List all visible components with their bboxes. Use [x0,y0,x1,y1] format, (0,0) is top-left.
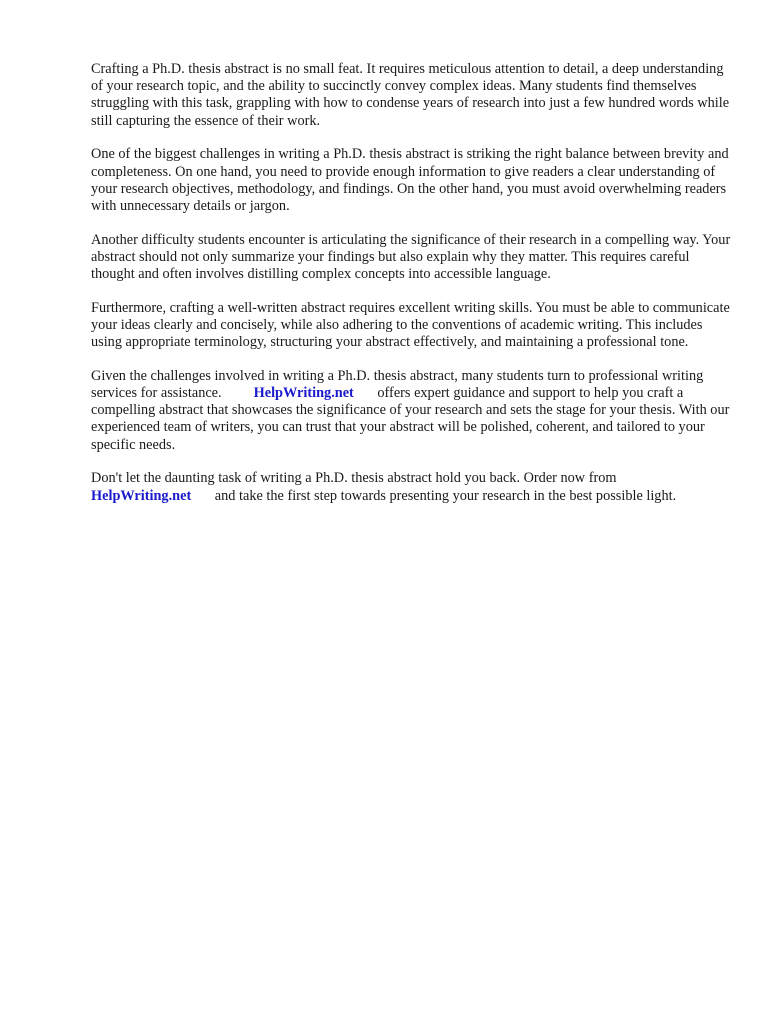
paragraph-significance: Another difficulty students encounter is articulating the significance of their research in a compelling way. Your abstract should not only summarize your findings but also explain why they matter. This requires careful thought and often involves distilling complex concepts into accessible language. [91,231,731,283]
helpwriting-order-link[interactable]: HelpWriting.net [91,487,192,504]
services-text-after: offers expert guidance and support to help you craft a compelling abstract that showcases the significance of your research and sets the stage for your thesis. With our experienced team of writers, you can trust that your abstract will be polished, coherent, and tailored to your specific needs. [91,385,730,453]
paragraph-services [91,368,731,454]
paragraph-intro: Crafting a Ph.D. thesis abstract is no small feat. It requires meticulous attention to detail, a deep understanding of your research topic, and the ability to succinctly convey complex ideas. Many students find themselves struggling with this task, grappling with how to condense years of research into just a few hundred words while still capturing the essence of their work. [91,61,730,129]
cta-text-after: and take the first step towards presenting your research in the best possible light. [214,487,677,504]
document-body [91,61,731,521]
cta-text-before: Don't let the daunting task of writing a Ph.D. thesis abstract hold you back. Order now from [91,470,617,487]
paragraph-balance: One of the biggest challenges in writing a Ph.D. thesis abstract is striking the right balance between brevity and completeness. On one hand, you need to provide enough information to give readers a clear understanding of your research objectives, methodology, and findings. On the other hand, you must avoid overwhelming readers with unnecessary details or jargon. [91,146,729,214]
services-text-before: Given the challenges involved in writing a Ph.D. thesis abstract, many students turn to professional writing services for assistance. [91,367,704,402]
paragraph-writing-skills: Furthermore, crafting a well-written abstract requires excellent writing skills. You must be able to communicate your ideas clearly and concisely, while also adhering to the conventions of academic writing. This includes using appropriate terminology, structuring your abstract effectively, and maintaining a professional tone. [91,299,730,351]
paragraph-call-to-action [91,470,731,504]
helpwriting-link[interactable]: HelpWriting.net [253,385,354,402]
